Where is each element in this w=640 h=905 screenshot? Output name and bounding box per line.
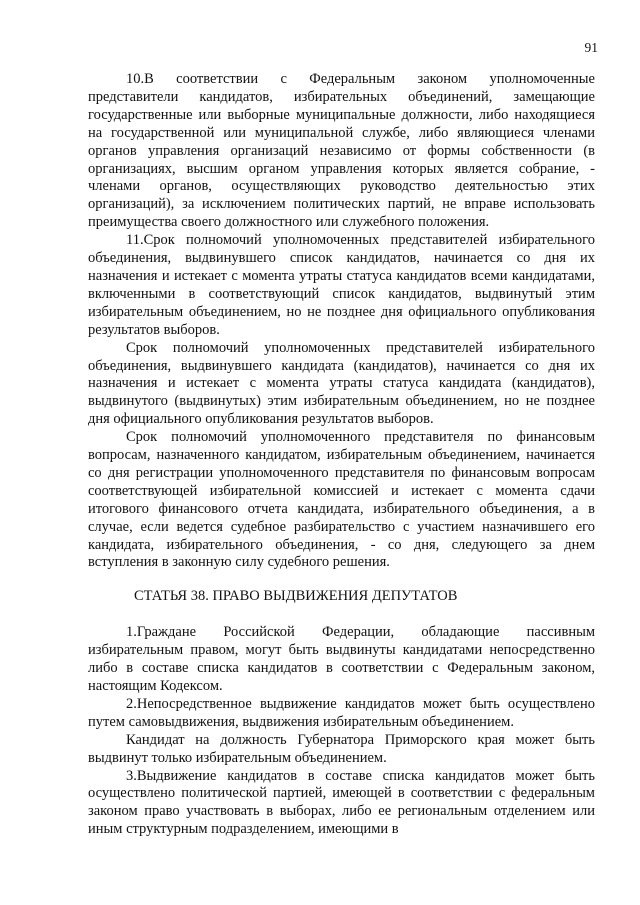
paragraph-3: 3.Выдвижение кандидатов в составе списка кандидатов может быть осуществлено политической партией, имеющей в соответствии с федеральным законом право участвовать в выборах, либо ее региональным отделением или иным структурным подразделением, имеющими в bbox=[88, 767, 595, 838]
article-heading: СТАТЬЯ 38. ПРАВО ВЫДВИЖЕНИЯ ДЕПУТАТОВ bbox=[134, 588, 458, 605]
paragraph-governor-candidate: Кандидат на должность Губернатора Приморского края может быть выдвинут только избирательным объединением. bbox=[88, 731, 595, 766]
paragraph-2: 2.Непосредственное выдвижение кандидатов может быть осуществлено путем самовыдвижения, выдвижения избирательным объединением. bbox=[88, 695, 595, 730]
paragraph-1: 1.Граждане Российской Федерации, обладающие пассивным избирательным правом, могут быть выдвинуты кандидатами непосредственно либо в составе списка кандидатов в соответствии с Федеральным законом, настоящим Кодексом. bbox=[88, 624, 595, 694]
paragraph-10: 10.В соответствии с Федеральным законом уполномоченные представители кандидатов, избирательных объединений, замещающие государственные или выборные муниципальные должности, либо находящиеся на государственной или муниципальной службе, либо являющиеся членами органов управления организаций независимо от формы собственности (в организациях, высшим органом управления которых является собрание, - членами органов, осуществляющих руководство деятельностью этих организаций), за исключением политических партий, не вправе использовать преимущества своего должностного или служебного положения. bbox=[88, 71, 595, 231]
paragraph-financial-representative: Срок полномочий уполномоченного представителя по финансовым вопросам, назначенного кандидатом, избирательным объединением, начинается со дня регистрации уполномоченного представителя по финансовым вопросам соответствующей избирательной комиссией и истекает с момента сдачи итогового финансового отчета кандидата, избирательного объединения, а в случае, если ведется судебное разбирательство с участием назначившего его кандидата, избирательного объединения, - со дня, следующего за днем вступления в законную силу судебного решения. bbox=[88, 429, 595, 571]
paragraph-11: 11.Срок полномочий уполномоченных представителей избирательного объединения, выдвинувшего список кандидатов, начинается со дня их назначения и истекает с момента утраты статуса кандидатов всеми кандидатами, включенными в соответствующий список кандидатов, выдвинутый этим избирательным объединением, но не позднее дня официального опубликования результатов выборов. bbox=[88, 232, 595, 338]
document-body bbox=[88, 71, 595, 839]
page-number: 91 bbox=[584, 40, 598, 55]
paragraph-candidate-term: Срок полномочий уполномоченных представителей избирательного объединения, выдвинувшего кандидата (кандидатов), начинается со дня их назначения и истекает с момента утраты статуса кандидата (кандидатов), выдвинутого (выдвинутых) этим избирательным объединением, но не позднее дня официального опубликования результатов выборов. bbox=[88, 339, 595, 428]
